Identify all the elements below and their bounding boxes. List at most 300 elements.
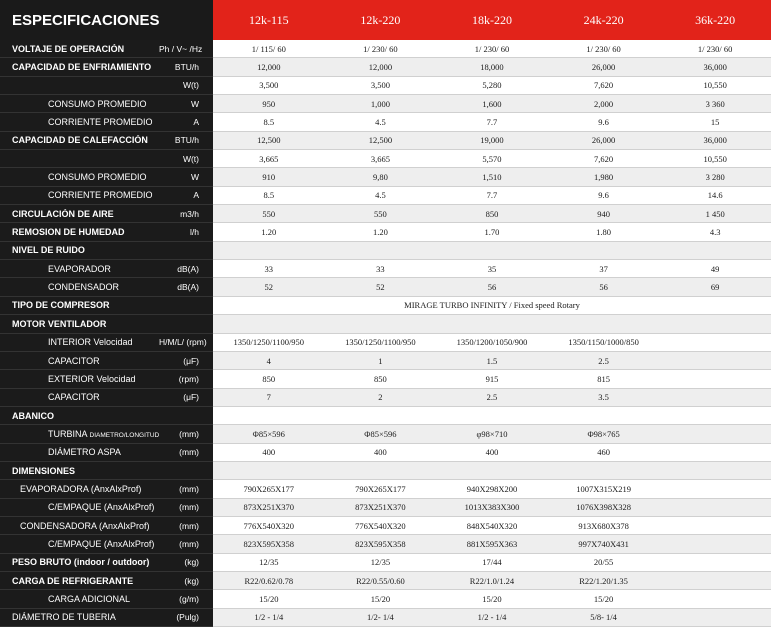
value-cell-model-3: φ98×710: [476, 428, 508, 439]
value-cell-model-4: 1007X315X219: [576, 483, 631, 494]
row-label-cell: [0, 297, 213, 315]
value-cell-model-3: 15/20: [482, 593, 502, 604]
value-cell-model-5: [659, 535, 771, 552]
value-cell-model-3: 400: [485, 447, 499, 458]
row-values: [213, 58, 771, 76]
row-values: [213, 480, 771, 498]
row-unit: (kg): [184, 575, 199, 586]
value-cell-model-4: 940: [597, 208, 610, 219]
value-cell-model-4: 37: [599, 263, 608, 274]
row-label-text: EVAPORADOR: [48, 263, 111, 274]
value-cell-model-5: [659, 609, 771, 626]
value-cell-model-3: 19,000: [480, 135, 504, 146]
row-label-cell: [0, 132, 213, 150]
value-cell-model-5: 10,550: [703, 153, 727, 164]
value-cell-model-1: [213, 462, 325, 479]
value-cell-model-2: 550: [374, 208, 387, 219]
value-cell-model-4: 9.6: [598, 190, 609, 201]
row-label-text: CAPACIDAD DE ENFRIAMIENTO: [12, 62, 152, 73]
value-cell-model-5: [659, 590, 771, 607]
row-label: [48, 337, 159, 347]
value-cell-model-4: [548, 242, 660, 259]
value-cell-model-5: 3 360: [705, 98, 725, 109]
row-label-cell: [0, 590, 213, 608]
row-unit: W: [190, 172, 199, 183]
value-cell-model-5: 36,000: [703, 62, 727, 73]
value-cell-model-2: 52: [376, 282, 385, 293]
row-label-cell: [0, 187, 213, 205]
row-label-text: EVAPORADORA (AnxAlxProf): [20, 483, 142, 494]
row-label: [48, 447, 159, 457]
value-cell-model-3: 1,600: [482, 98, 502, 109]
value-cell-model-4: 1.80: [596, 227, 612, 238]
row-label: [12, 612, 159, 622]
value-cell-model-3: 56: [487, 282, 497, 293]
value-cell-model-1: 15/20: [259, 593, 279, 604]
value-cell-model-2: Φ85×596: [364, 428, 397, 439]
value-cell-model-4: 460: [597, 447, 610, 458]
value-cell-model-2: 1,000: [370, 98, 390, 109]
value-cell-model-1: 776X540X320: [243, 520, 295, 531]
value-cell-model-3: 881X595X363: [466, 538, 518, 549]
row-unit: (mm): [179, 538, 199, 549]
value-cell-model-4: 1350/1150/1000/850: [568, 337, 639, 348]
value-cell-model-3: 7.7: [486, 117, 498, 128]
row-label: [48, 539, 159, 549]
value-cell-model-4: 9.6: [598, 117, 609, 128]
value-cell-model-5: 1 450: [705, 208, 725, 219]
value-cell-model-5: [659, 554, 771, 571]
row-values: [213, 389, 771, 407]
row-values: [213, 242, 771, 260]
value-cell-model-5: 14.6: [707, 190, 723, 201]
row-label: [12, 209, 159, 219]
row-label-cell: [0, 444, 213, 462]
value-cell-model-3: 1.70: [484, 227, 500, 238]
value-cell-model-3: 5,570: [482, 153, 502, 164]
value-cell-model-1: [213, 315, 325, 332]
row-label-text: MOTOR VENTILADOR: [12, 318, 107, 329]
row-unit: (mm): [179, 447, 199, 458]
model-header-5: 36k-220: [695, 12, 736, 27]
row-values: [213, 370, 771, 388]
row-label: [48, 356, 159, 366]
table-row: [0, 95, 771, 113]
row-label-text: PESO BRUTO (indoor / outdoor): [12, 557, 150, 568]
value-cell-model-2: 12,000: [368, 62, 393, 73]
row-label-text: VOLTAJE DE OPERACIÓN: [12, 43, 125, 54]
value-cell-model-5: [659, 370, 771, 387]
row-label-text: CARGA DE REFRIGERANTE: [12, 575, 134, 586]
value-cell-model-2: 790X265X177: [355, 483, 406, 494]
value-cell-model-2: [325, 462, 437, 479]
value-cell-model-5: 49: [710, 263, 720, 274]
row-label-cell: [0, 462, 213, 480]
row-label-cell: [0, 517, 213, 535]
table-row: [0, 223, 771, 241]
row-label: [48, 282, 159, 292]
row-label-cell: [0, 499, 213, 517]
value-cell-model-4: Φ98×765: [587, 428, 620, 439]
row-label-text: ABANICO: [12, 410, 54, 421]
model-header-4: 24k-220: [583, 12, 624, 27]
value-cell-model-4: [548, 407, 660, 424]
row-unit: (mm): [179, 483, 199, 494]
value-cell-model-2: 850: [374, 373, 387, 384]
row-label: [12, 227, 159, 237]
table-row: [0, 113, 771, 131]
row-label-text: EXTERIOR Velocidad: [48, 373, 136, 384]
row-label-text: NIVEL DE RUIDO: [12, 245, 85, 256]
row-unit: (mm): [179, 520, 199, 531]
value-cell-model-5: [659, 242, 771, 259]
row-unit: (kg): [184, 557, 199, 568]
spec-rows: [0, 40, 771, 627]
spanning-value-cell: MIRAGE TURBO INFINITY / Fixed speed Rotary: [404, 300, 580, 311]
row-unit: (mm): [179, 428, 199, 439]
value-cell-model-1: 910: [262, 172, 276, 183]
value-cell-model-3: 1.5: [486, 355, 498, 366]
row-label: [48, 429, 159, 439]
value-cell-model-4: 815: [597, 373, 610, 384]
model-header-1: 12k-115: [249, 12, 289, 27]
row-label-cell: [0, 40, 213, 58]
table-header: [0, 0, 771, 40]
value-cell-model-3: [436, 315, 548, 332]
row-label-cell: [0, 352, 213, 370]
value-cell-model-3: [436, 242, 548, 259]
value-cell-model-5: [659, 444, 771, 461]
value-cell-model-2: 4.5: [375, 190, 386, 201]
value-cell-model-4: 56: [599, 282, 608, 293]
value-cell-model-2: 823X595X358: [355, 538, 406, 549]
row-values: [213, 352, 771, 370]
row-unit: (μF): [183, 392, 199, 403]
value-cell-model-4: [548, 462, 660, 479]
table-row: [0, 150, 771, 168]
row-unit: H/M/L/ (rpm): [159, 337, 207, 348]
row-values: [213, 205, 771, 223]
value-cell-model-1: R22/0.62/0.78: [244, 575, 294, 586]
row-values: [213, 260, 771, 278]
model-header-2: 12k-220: [360, 12, 401, 27]
row-values: [213, 334, 771, 352]
value-cell-model-3: 35: [487, 263, 497, 274]
row-unit: BTU/h: [174, 135, 199, 146]
value-cell-model-2: [325, 407, 437, 424]
table-row: [0, 187, 771, 205]
row-label-cell: [0, 480, 213, 498]
row-label-cell: [0, 334, 213, 352]
row-label-text: CIRCULACIÓN DE AIRE: [12, 208, 114, 219]
value-cell-model-2: 1/2- 1/4: [367, 612, 394, 623]
row-values: [213, 554, 771, 572]
row-label-text: CORRIENTE PROMEDIO: [48, 117, 153, 128]
row-label-text: CONDENSADORA (AnxAlxProf): [20, 520, 150, 531]
row-label: [12, 62, 159, 72]
value-cell-model-1: 850: [262, 373, 276, 384]
row-label-text: CORRIENTE PROMEDIO: [48, 190, 153, 201]
value-cell-model-1: 1.20: [261, 227, 277, 238]
row-label-cell: [0, 205, 213, 223]
row-label: [12, 557, 159, 567]
table-row: [0, 40, 771, 58]
value-cell-model-5: 3 280: [705, 172, 725, 183]
value-cell-model-3: 5,280: [482, 80, 502, 91]
row-unit: A: [193, 117, 199, 128]
row-label: [12, 300, 159, 310]
value-cell-model-5: [659, 572, 771, 589]
value-cell-model-1: 8.5: [263, 190, 275, 201]
row-label: [20, 484, 159, 494]
row-label-text: C/EMPAQUE (AnxAlxProf): [48, 538, 155, 549]
row-label-cell: [0, 242, 213, 260]
value-cell-model-2: 776X540X320: [355, 520, 406, 531]
row-label-text: CAPACIDAD DE CALEFACCIÓN: [12, 135, 148, 146]
row-label-cell: [0, 370, 213, 388]
value-cell-model-1: 873X251X370: [243, 502, 295, 513]
row-label-cell: [0, 407, 213, 425]
value-cell-model-1: 4: [266, 355, 271, 366]
row-unit: l/h: [190, 227, 199, 238]
row-label: [12, 411, 159, 421]
row-label-text: INTERIOR Velocidad: [48, 337, 133, 348]
value-cell-model-3: 2.5: [486, 392, 498, 403]
row-label: [48, 392, 159, 402]
model-header: [213, 0, 771, 40]
table-row: [0, 389, 771, 407]
row-values: [213, 77, 771, 95]
row-values: [213, 444, 771, 462]
value-cell-model-1: 3,500: [259, 80, 279, 91]
table-row: [0, 132, 771, 150]
value-cell-model-3: 850: [485, 208, 499, 219]
value-cell-model-5: [659, 425, 771, 442]
row-label-cell: [0, 58, 213, 76]
row-unit: Ph / V~ /Hz: [159, 43, 203, 54]
row-label-text: REMOSION DE HUMEDAD: [12, 227, 125, 238]
value-cell-model-5: [659, 407, 771, 424]
value-cell-model-1: [213, 242, 325, 259]
value-cell-model-2: 4.5: [375, 117, 386, 128]
value-cell-model-1: 33: [264, 263, 274, 274]
value-cell-model-4: 1,980: [594, 172, 614, 183]
value-cell-model-3: 1013X383X300: [464, 502, 520, 513]
row-label-text: CONSUMO PROMEDIO: [48, 172, 147, 183]
row-label-text: TIPO DE COMPRESOR: [12, 300, 110, 311]
value-cell-model-2: 873X251X370: [355, 502, 406, 513]
table-row: [0, 370, 771, 388]
row-label-cell: [0, 168, 213, 186]
value-cell-model-2: 33: [376, 263, 385, 274]
row-label-cell: [0, 315, 213, 333]
value-cell-model-1: 12/35: [259, 557, 279, 568]
row-unit: W(t): [182, 153, 199, 164]
row-values: [213, 517, 771, 535]
row-values: [213, 95, 771, 113]
row-values: [213, 278, 771, 296]
row-values: [213, 572, 771, 590]
row-values: [213, 499, 771, 517]
value-cell-model-5: [659, 352, 771, 369]
table-row: [0, 480, 771, 498]
value-cell-model-1: 12,500: [257, 135, 281, 146]
row-label-text: CARGA ADICIONAL: [48, 593, 131, 604]
value-cell-model-5: [659, 499, 771, 516]
row-values: [213, 535, 771, 553]
row-values: [213, 168, 771, 186]
row-label-text: CAPACITOR: [48, 355, 100, 366]
value-cell-model-3: 18,000: [480, 62, 504, 73]
row-label-cell: [0, 389, 213, 407]
value-cell-model-1: [213, 407, 325, 424]
table-row: [0, 499, 771, 517]
value-cell-model-2: 3,500: [370, 80, 390, 91]
value-cell-model-5: 4.3: [709, 227, 721, 238]
row-label: [12, 319, 159, 329]
row-label: [48, 594, 159, 604]
value-cell-model-4: 3.5: [598, 392, 609, 403]
row-label-cell: [0, 77, 213, 95]
value-cell-model-4: 1/ 230/ 60: [586, 43, 621, 54]
value-cell-model-5: [659, 315, 771, 332]
value-cell-model-5: 1/ 230/ 60: [697, 43, 733, 54]
row-label-cell: [0, 554, 213, 572]
value-cell-model-3: 1350/1200/1050/900: [456, 337, 528, 348]
row-label: [48, 190, 159, 200]
value-cell-model-3: [436, 462, 548, 479]
value-cell-model-2: 400: [374, 447, 387, 458]
value-cell-model-1: 7: [266, 392, 271, 403]
value-cell-model-2: 1.20: [372, 227, 388, 238]
row-label: [48, 99, 159, 109]
row-label: [48, 374, 159, 384]
value-cell-model-2: R22/0.55/0.60: [356, 575, 405, 586]
row-values: [213, 187, 771, 205]
row-unit: W(t): [182, 80, 199, 91]
value-cell-model-3: 1,510: [482, 172, 502, 183]
row-label-cell: [0, 278, 213, 296]
value-cell-model-4: 913X680X378: [578, 520, 629, 531]
row-label-cell: [0, 425, 213, 443]
value-cell-model-4: R22/1.20/1.35: [579, 575, 628, 586]
row-label-text: CAPACITOR: [48, 392, 100, 403]
row-label-cell: [0, 113, 213, 131]
table-row: [0, 58, 771, 76]
row-values: [213, 462, 771, 480]
table-row: [0, 168, 771, 186]
table-row: [0, 77, 771, 95]
row-values: [213, 150, 771, 168]
value-cell-model-5: 15: [710, 117, 720, 128]
value-cell-model-4: 20/55: [593, 557, 614, 568]
row-label: [48, 502, 159, 512]
row-label: [12, 576, 159, 586]
value-cell-model-4: [548, 315, 660, 332]
row-unit: (rpm): [178, 373, 199, 384]
value-cell-model-1: 790X265X177: [243, 483, 295, 494]
value-cell-model-5: [659, 517, 771, 534]
value-cell-model-3: 848X540X320: [466, 520, 518, 531]
value-cell-model-2: 2: [378, 392, 383, 403]
value-cell-model-1: 8.5: [263, 117, 275, 128]
value-cell-model-1: 52: [264, 282, 274, 293]
row-unit: m3/h: [180, 208, 199, 219]
row-label-subtext: DIAMETRO/LONGITUD: [89, 431, 159, 439]
value-cell-model-4: 2,000: [594, 98, 614, 109]
row-label: [48, 264, 159, 274]
value-cell-model-5: 10,550: [703, 80, 727, 91]
value-cell-model-2: 1: [378, 355, 383, 366]
value-cell-model-5: 69: [710, 282, 720, 293]
value-cell-model-3: R22/1.0/1.24: [469, 575, 515, 586]
table-row: [0, 278, 771, 296]
value-cell-model-4: 2.5: [598, 355, 609, 366]
value-cell-model-5: [659, 334, 771, 351]
row-label-text: DIÁMETRO DE TUBERIA: [12, 612, 116, 623]
table-title: ESPECIFICACIONES: [0, 0, 213, 40]
row-unit: dB(A): [177, 282, 199, 293]
table-row: [0, 205, 771, 223]
value-cell-model-1: 950: [262, 98, 276, 109]
row-label-cell: [0, 150, 213, 168]
value-cell-model-4: 1076X398X328: [576, 502, 631, 513]
value-cell-model-1: 1/2 - 1/4: [254, 612, 284, 623]
row-label: [48, 172, 159, 182]
table-row: [0, 425, 771, 443]
value-cell-model-4: 26,000: [591, 62, 616, 73]
value-cell-model-3: 17/44: [482, 557, 502, 568]
table-row: [0, 609, 771, 627]
value-cell-model-3: 915: [485, 373, 499, 384]
row-values: [213, 132, 771, 150]
value-cell-model-2: 12,500: [368, 135, 393, 146]
table-row: [0, 554, 771, 572]
value-cell-model-1: 3,665: [259, 153, 279, 164]
value-cell-model-3: [436, 407, 548, 424]
value-cell-model-2: 9,80: [372, 172, 388, 183]
row-label-text: CONDENSADOR: [48, 282, 120, 293]
value-cell-model-2: 15/20: [370, 593, 391, 604]
value-cell-model-1: 1350/1250/1100/950: [233, 337, 305, 348]
row-unit: dB(A): [177, 263, 199, 274]
value-cell-model-1: 12,000: [257, 62, 281, 73]
row-unit: A: [193, 190, 199, 201]
value-cell-model-5: 36,000: [703, 135, 727, 146]
value-cell-model-4: 997X740X431: [578, 538, 629, 549]
row-label: [12, 466, 159, 476]
value-cell-model-5: [659, 462, 771, 479]
row-label-text: DIMENSIONES: [12, 465, 76, 476]
row-values: [213, 297, 771, 315]
row-label: [12, 135, 159, 145]
value-cell-model-2: 1350/1250/1100/950: [345, 337, 416, 348]
row-values: [213, 590, 771, 608]
table-row: [0, 315, 771, 333]
table-row: [0, 297, 771, 315]
table-row: [0, 334, 771, 352]
value-cell-model-2: [325, 242, 437, 259]
row-label-text: TURBINA: [48, 428, 88, 439]
value-cell-model-4: 5/8- 1/4: [590, 612, 617, 623]
table-row: [0, 444, 771, 462]
row-unit: BTU/h: [174, 62, 199, 73]
value-cell-model-4: 7,620: [594, 80, 614, 91]
row-label-cell: [0, 260, 213, 278]
table-row: [0, 517, 771, 535]
row-values: [213, 113, 771, 131]
row-label-cell: [0, 572, 213, 590]
